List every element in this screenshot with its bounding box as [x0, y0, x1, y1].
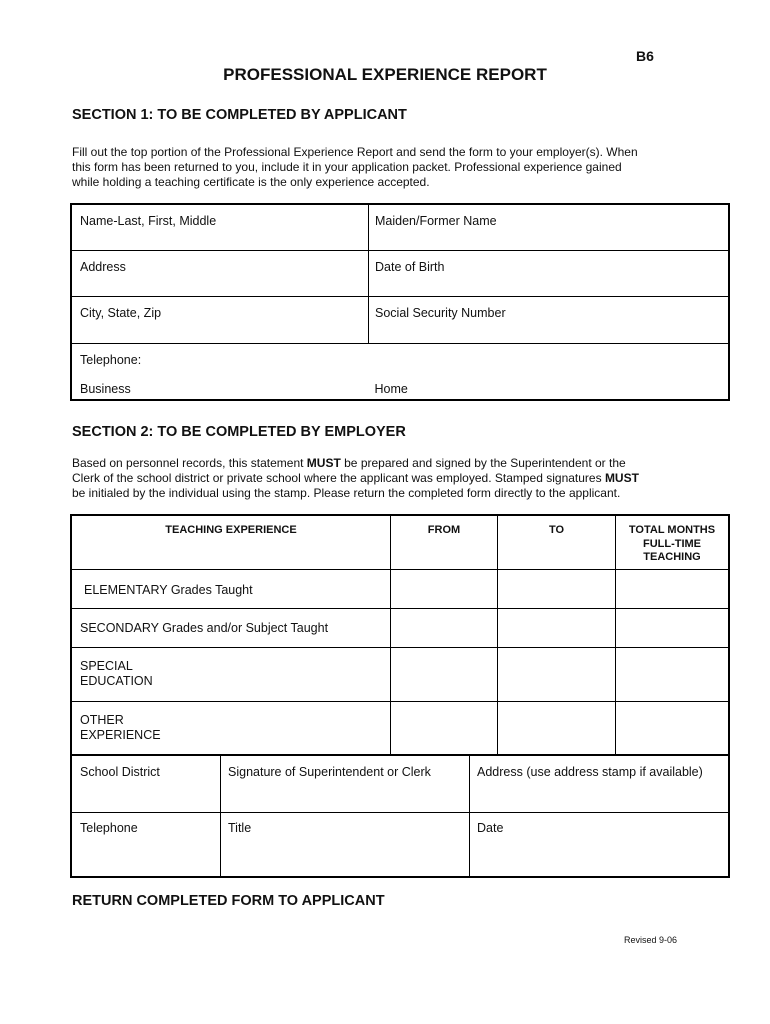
- date-of-birth-field-label: Date of Birth: [375, 259, 445, 274]
- secondary-to-cell[interactable]: [498, 608, 616, 647]
- special-education-row-label: [71, 647, 391, 701]
- special-total-cell[interactable]: [616, 647, 730, 701]
- total-months-header: [616, 515, 730, 569]
- secondary-row-label: [71, 608, 391, 647]
- to-header: [498, 515, 616, 569]
- employer-telephone-label: Telephone: [80, 821, 138, 835]
- maiden-name-field[interactable]: [369, 204, 730, 250]
- city-state-zip-field[interactable]: [71, 296, 369, 343]
- ssn-field-label: Social Security Number: [375, 305, 506, 320]
- return-note: RETURN COMPLETED FORM TO APPLICANT: [72, 893, 385, 909]
- date-field[interactable]: [470, 813, 730, 877]
- other-to-cell[interactable]: [498, 701, 616, 755]
- special-to-cell[interactable]: [498, 647, 616, 701]
- school-district-label: School District: [80, 765, 160, 779]
- section1-instructions-line: this form has been returned to you, include it in your application packet. Professional experience gained: [72, 160, 622, 174]
- other-experience-row-label: [71, 701, 391, 755]
- from-header-label: FROM: [427, 524, 461, 536]
- page-title: PROFESSIONAL EXPERIENCE REPORT: [223, 65, 547, 84]
- city-state-zip-field-label: City, State, Zip: [80, 305, 162, 320]
- section2-instructions-line: Clerk of the school district or private school where the applicant was employed. Stamped signatures MUST: [72, 471, 639, 485]
- teaching-experience-table: [70, 514, 730, 756]
- school-district-field[interactable]: [71, 756, 221, 813]
- elementary-label: ELEMENTARY Grades Taught: [84, 582, 253, 597]
- from-header: [391, 515, 498, 569]
- teaching-experience-header: [71, 515, 391, 569]
- telephone-label: Telephone:: [80, 352, 142, 367]
- name-field-label: Name-Last, First, Middle: [80, 214, 217, 228]
- date-of-birth-field[interactable]: [369, 250, 730, 296]
- section1-heading: SECTION 1: TO BE COMPLETED BY APPLICANT: [72, 107, 407, 123]
- ssn-field[interactable]: [369, 296, 730, 343]
- business-phone-label: Business: [80, 381, 131, 396]
- elementary-from-cell[interactable]: [391, 569, 498, 608]
- section2-instructions-line: Based on personnel records, this statement MUST be prepared and signed by the Superintendent or the: [72, 456, 626, 470]
- name-field[interactable]: [71, 204, 369, 250]
- teaching-experience-header-label: TEACHING EXPERIENCE: [165, 524, 297, 536]
- address-field[interactable]: [71, 250, 369, 296]
- section1-instructions: [72, 145, 712, 190]
- secondary-from-cell[interactable]: [391, 608, 498, 647]
- section2-instructions-line: be initialed by the individual using the stamp. Please return the completed form directly to the applicant.: [72, 486, 621, 500]
- elementary-to-cell[interactable]: [498, 569, 616, 608]
- special-education-label: SPECIAL EDUCATION: [80, 658, 153, 688]
- employer-info-table: [70, 755, 730, 878]
- address-field-label: Address: [80, 259, 126, 274]
- elementary-row-label: [71, 569, 391, 608]
- elementary-total-cell[interactable]: [616, 569, 730, 608]
- other-total-cell[interactable]: [616, 701, 730, 755]
- signature-label: Signature of Superintendent or Clerk: [228, 765, 431, 779]
- revised-date: Revised 9-06: [624, 935, 678, 945]
- secondary-label: SECONDARY Grades and/or Subject Taught: [80, 620, 329, 635]
- special-from-cell[interactable]: [391, 647, 498, 701]
- other-experience-label: OTHER EXPERIENCE: [80, 712, 161, 742]
- date-label: Date: [477, 821, 504, 835]
- maiden-name-field-label: Maiden/Former Name: [375, 214, 497, 228]
- employer-telephone-field[interactable]: [71, 813, 221, 877]
- section1-instructions-line: Fill out the top portion of the Professional Experience Report and send the form to your employer(s). When: [72, 145, 638, 159]
- address-stamp-label: Address (use address stamp if available): [477, 765, 703, 779]
- signature-field[interactable]: [221, 756, 470, 813]
- address-stamp-field[interactable]: [470, 756, 730, 813]
- home-phone-field[interactable]: [369, 343, 730, 400]
- form-code: B6: [636, 48, 654, 64]
- section2-heading: SECTION 2: TO BE COMPLETED BY EMPLOYER: [72, 424, 406, 440]
- other-from-cell[interactable]: [391, 701, 498, 755]
- title-field[interactable]: [221, 813, 470, 877]
- total-months-header-label: TOTAL MONTHS FULL-TIME TEACHING: [628, 524, 716, 563]
- secondary-total-cell[interactable]: [616, 608, 730, 647]
- section1-instructions-line: while holding a teaching certificate is the only experience accepted.: [72, 175, 430, 189]
- home-phone-label: Home: [374, 381, 408, 396]
- to-header-label: TO: [548, 524, 565, 536]
- title-label: Title: [228, 821, 252, 835]
- business-phone-field[interactable]: [71, 343, 369, 400]
- section2-instructions: [72, 456, 712, 501]
- applicant-info-table: [70, 203, 730, 401]
